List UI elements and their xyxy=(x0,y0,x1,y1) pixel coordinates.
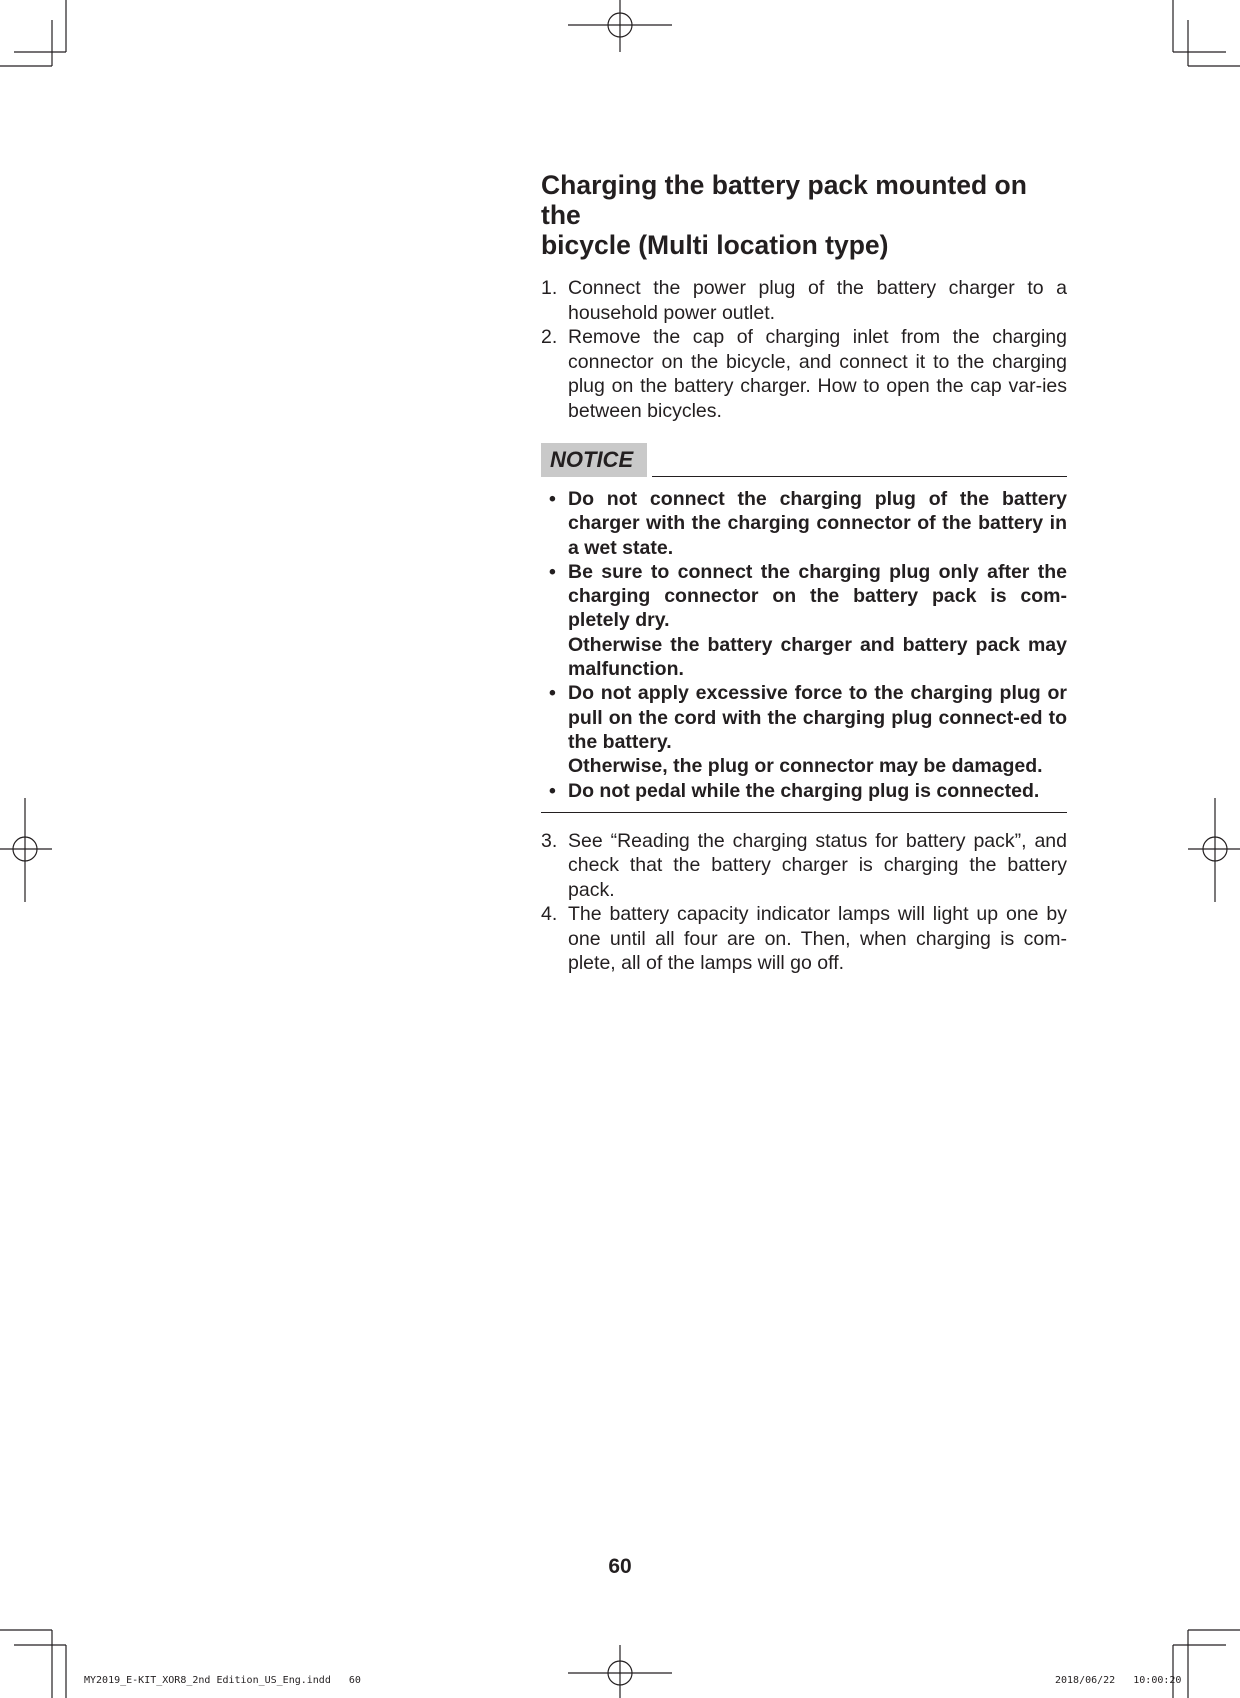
step-text: The battery capacity indicator lamps will light up one by one until all four are on. Then, when charging is com-plete, all of the lamps will go off. xyxy=(568,903,1067,975)
registration-mark-bottom xyxy=(568,1645,672,1698)
notice-header-rule xyxy=(652,476,1067,477)
step-item xyxy=(541,325,1067,423)
notice-item xyxy=(541,487,1067,560)
step-item xyxy=(541,276,1067,325)
crop-mark-bottom-left xyxy=(0,1630,66,1698)
notice-item-consequence: Otherwise the battery charger and battery pack may malfunction. xyxy=(568,633,1067,681)
step-number: 1. xyxy=(541,277,558,299)
bullet-icon: • xyxy=(549,560,556,583)
content-column xyxy=(541,170,1067,976)
steps-list-before xyxy=(541,276,1067,423)
notice-list xyxy=(541,487,1067,803)
notice-end-rule xyxy=(541,812,1067,813)
step-number: 4. xyxy=(541,903,558,926)
step-item xyxy=(541,829,1067,903)
notice-label: NOTICE xyxy=(541,443,647,477)
crop-mark-top-left xyxy=(0,0,66,66)
crop-mark-top-right xyxy=(1173,0,1240,66)
notice-item-text: Do not pedal while the charging plug is connected. xyxy=(568,779,1040,802)
bullet-icon: • xyxy=(549,488,556,510)
page-number: 60 xyxy=(608,1555,632,1578)
registration-mark-right xyxy=(1188,798,1240,902)
section-title-line-2: bicycle (Multi location type) xyxy=(541,230,889,260)
step-number: 3. xyxy=(541,829,558,852)
notice-item-text: Be sure to connect the charging plug only after the charging connector on the battery pack is com-pletely dry. xyxy=(568,560,1067,632)
notice-item xyxy=(541,779,1067,803)
notice-item xyxy=(541,560,1067,681)
registration-mark-top xyxy=(568,0,672,52)
crop-mark-bottom-right xyxy=(1173,1630,1240,1698)
notice-header xyxy=(541,443,1067,477)
section-title-line-1: Charging the battery pack mounted on the xyxy=(541,170,1027,230)
step-item xyxy=(541,902,1067,976)
step-text: Connect the power plug of the battery charger to a household power outlet. xyxy=(568,277,1067,324)
slug-file-name: MY2019_E-KIT_XOR8_2nd Edition_US_Eng.indd 60 xyxy=(84,1675,361,1686)
notice-item-text: Do not connect the charging plug of the battery charger with the charging connector of the battery in a wet state. xyxy=(568,488,1067,559)
steps-list-after xyxy=(541,829,1067,976)
notice-item-consequence: Otherwise, the plug or connector may be damaged. xyxy=(568,755,1043,778)
step-text: Remove the cap of charging inlet from the charging connector on the bicycle, and connect it to the charging plug on the battery charger. How to open the cap var-ies between bicycles. xyxy=(568,326,1067,422)
notice-item-text: Do not apply excessive force to the charging plug or pull on the cord with the charging plug connect-ed to the battery. xyxy=(568,682,1067,753)
bullet-icon: • xyxy=(549,682,556,705)
step-number: 2. xyxy=(541,326,558,348)
notice-item xyxy=(541,681,1067,778)
step-text: See “Reading the charging status for battery pack”, and check that the battery charger is charging the battery pack. xyxy=(568,829,1067,901)
slug-date-time: 2018/06/22 10:00:20 xyxy=(1055,1675,1182,1686)
bullet-icon: • xyxy=(549,779,556,802)
registration-mark-left xyxy=(0,798,52,902)
section-title xyxy=(541,170,1067,260)
